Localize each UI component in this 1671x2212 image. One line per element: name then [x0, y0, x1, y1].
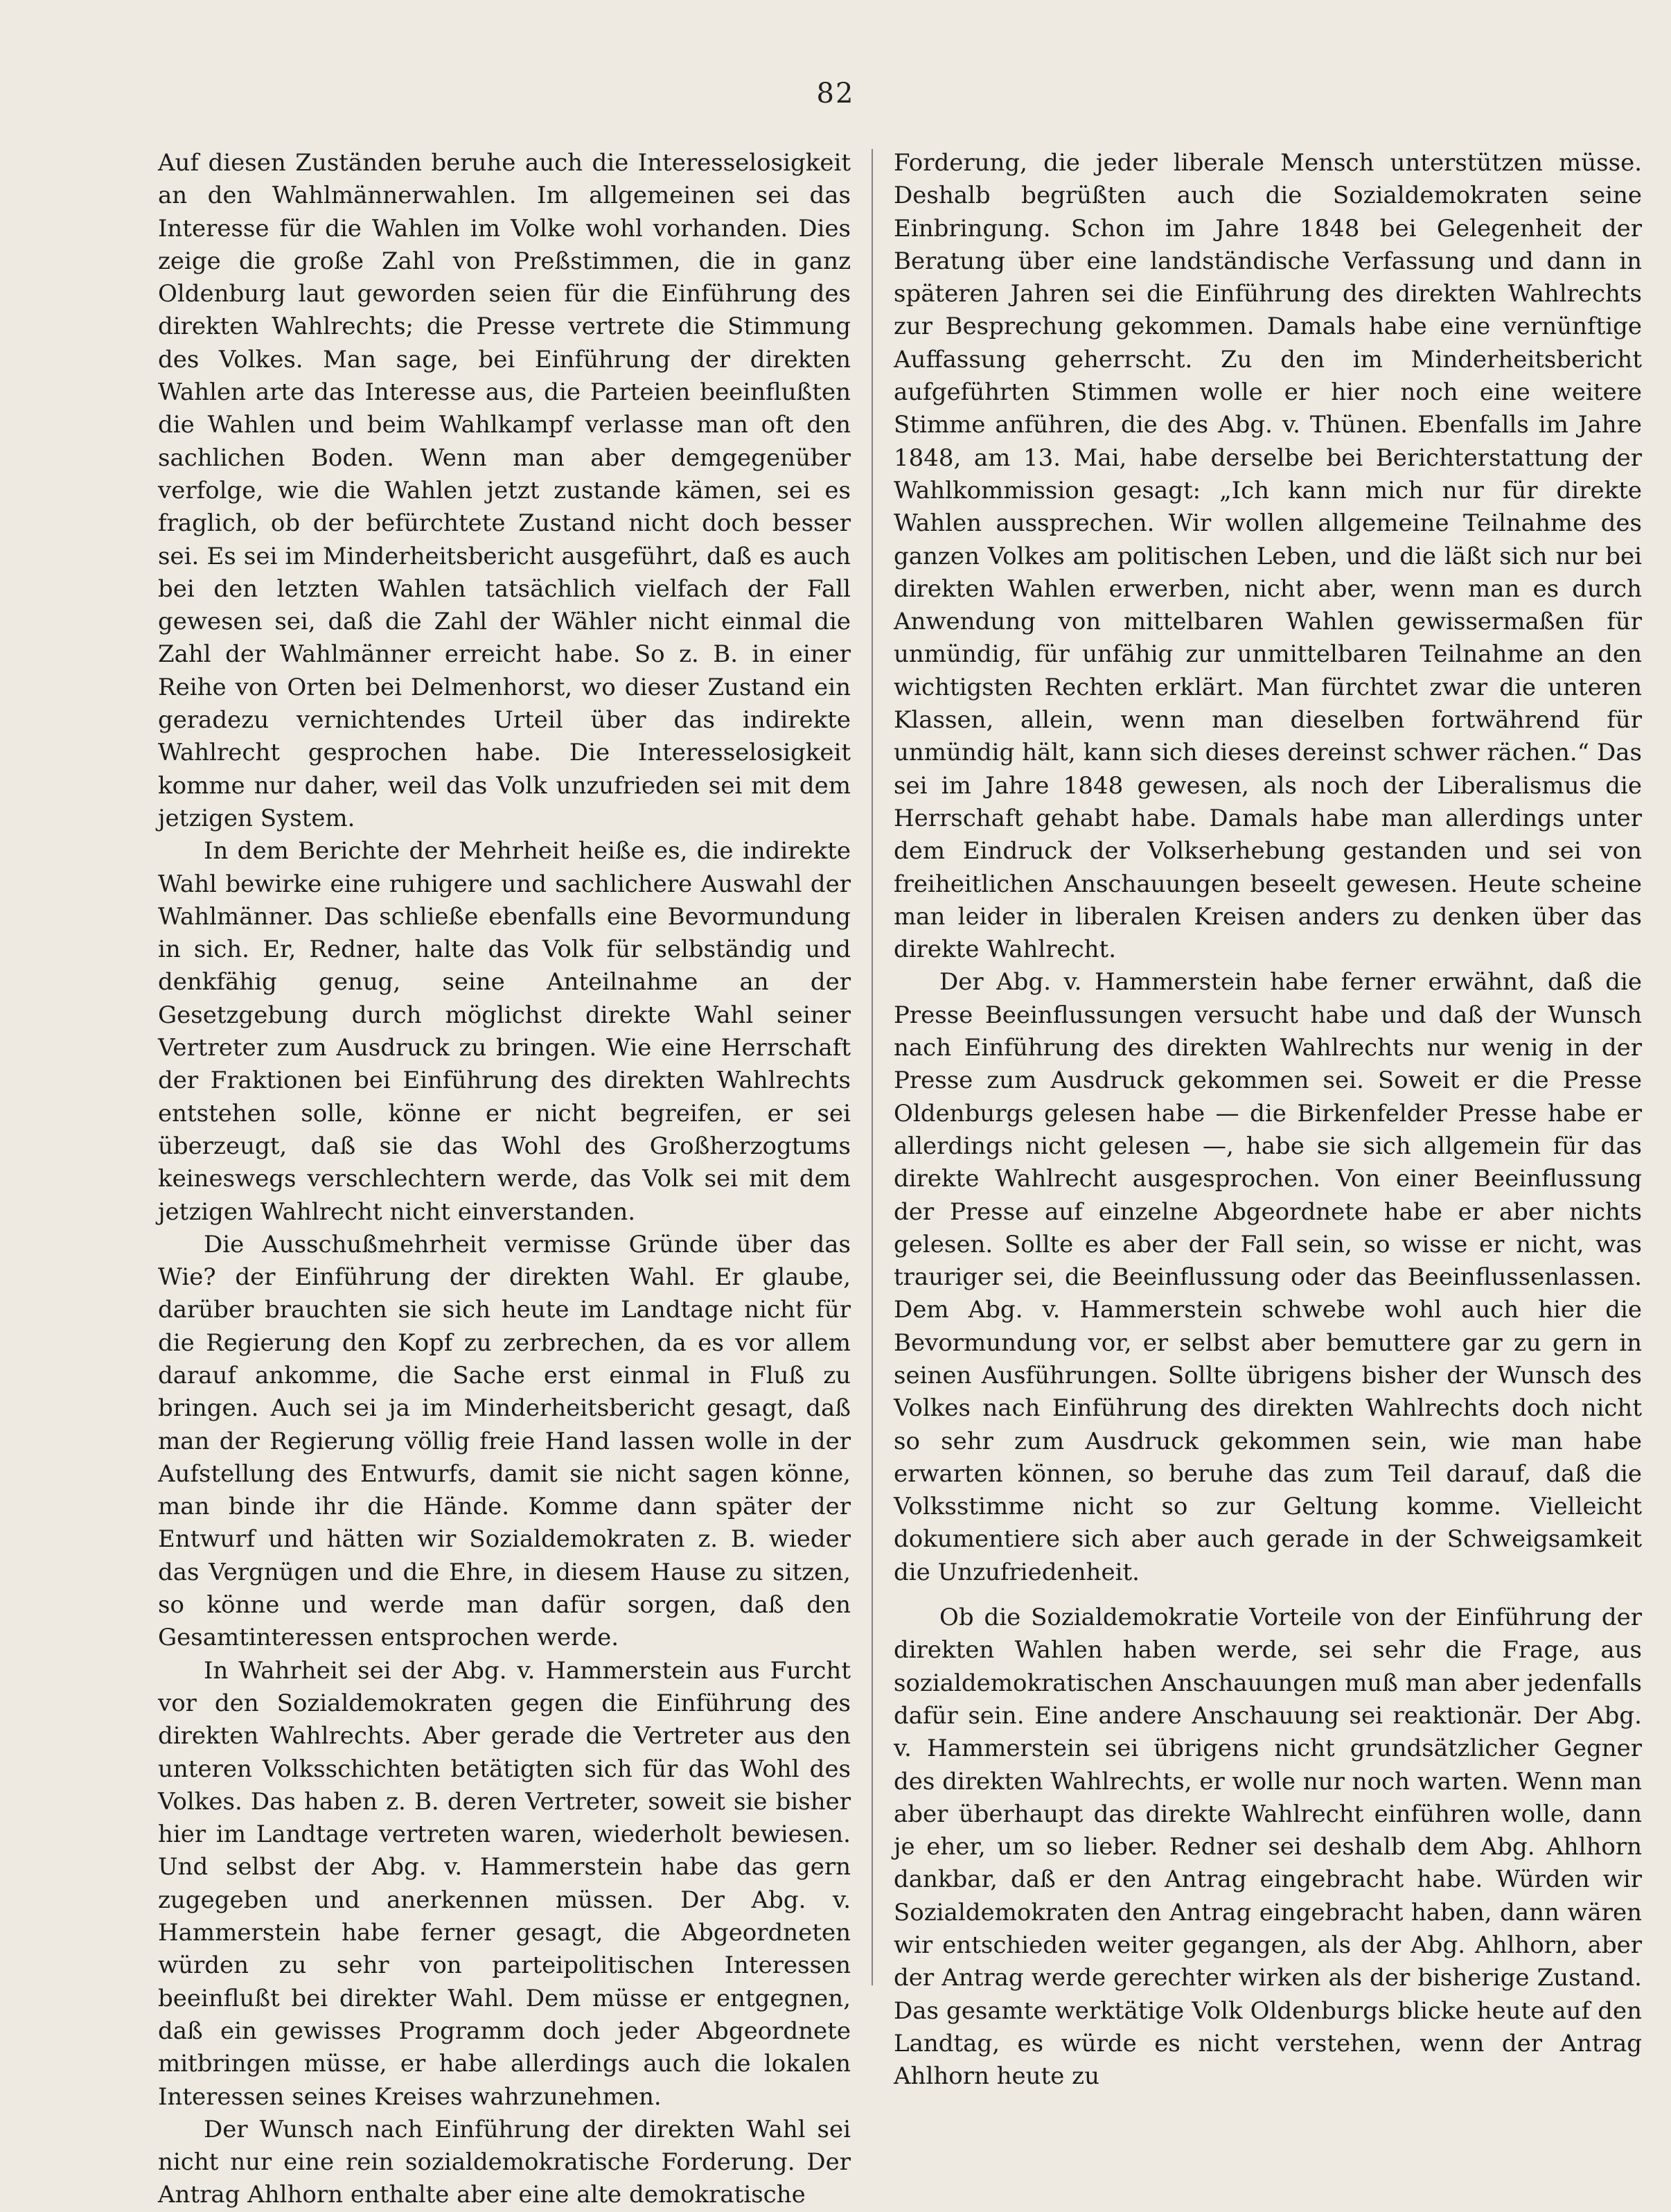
paragraph: In dem Berichte der Mehrheit heiße es, die indirekte Wahl bewirke eine ruhigere und sachlichere Auswahl der Wahlmänner. Das schließe ebenfalls eine Bevormundung in sich. Er, Redner, halte das Volk für selbständig und denkfähig genug, seine Anteilnahme an der Gesetzgebung durch möglichst direkte Wahl seiner Vertreter zum Ausdruck zu bringen. Wie eine Herrschaft der Fraktionen bei Einführung des direkten Wahlrechts entstehen solle, könne er nicht begreifen, er sei überzeugt, daß sie das Wohl des Großherzogtums keineswegs verschlechtern werde, das Volk sei mit dem jetzigen Wahlrecht nicht einverstanden.	[158, 837, 851, 1226]
paragraph: Ob die Sozialdemokratie Vorteile von der Einführung der direkten Wahlen haben werde, sei sehr die Frage, aus sozialdemokratischen Anschauungen muß man aber jedenfalls dafür sein. Eine andere Anschauung sei reaktionär. Der Abg. v. Hammerstein sei übrigens nicht grundsätzlicher Gegner des direkten Wahlrechts, er wolle nur noch warten. Wenn man aber überhaupt das direkte Wahlrecht einführen wolle, dann je eher, um so lieber. Redner sei deshalb dem Abg. Ahlhorn dankbar, daß er den Antrag eingebracht habe. Würden wir Sozialdemokraten den Antrag eingebracht haben, dann wären wir entschieden weiter gegangen, als der Abg. Ahlhorn, aber der Antrag werde gerechter wirken als der bisherige Zustand. Das gesamte werktätige Volk Oldenburgs blicke heute auf den Landtag, es würde es nicht verstehen, wenn der Antrag Ahlhorn heute zu	[894, 1604, 1642, 2091]
column-divider	[872, 149, 873, 1985]
paragraph: Der Abg. v. Hammerstein habe ferner erwähnt, daß die Presse Beeinflussungen versucht habe und daß der Wunsch nach Einführung des direkten Wahlrechts nur wenig in der Presse zum Ausdruck gekommen sei. Soweit er die Presse Oldenburgs gelesen habe — die Birkenfelder Presse habe er allerdings nicht gelesen —, habe sie sich allgemein für das direkte Wahlrecht ausgesprochen. Von einer Beeinflussung der Presse auf einzelne Abgeordnete habe er aber nichts gelesen. Sollte es aber der Fall sein, so wisse er nicht, was trauriger sei, die Beeinflussung oder das Beeinflussenlassen. Dem Abg. v. Hammerstein schwebe wohl auch hier die Bevormundung vor, er selbst aber bemuttere gar zu gern in seinen Ausführungen. Sollte übrigens bisher der Wunsch des Volkes nach Einführung des direkten Wahlrechts doch nicht so sehr zum Ausdruck gekommen sein, wie man habe erwarten können, so beruhe das zum Teil darauf, daß die Volksstimme nicht so zur Geltung komme. Vielleicht dokumentiere sich aber auch gerade in der Schweigsamkeit die Unzufriedenheit.	[894, 968, 1642, 1586]
paragraph: Auf diesen Zuständen beruhe auch die Interesselosigkeit an den Wahlmännerwahlen. Im allgemeinen sei das Interesse für die Wahlen im Volke wohl vorhanden. Dies zeige die große Zahl von Preßstimmen, die in ganz Oldenburg laut geworden seien für die Einführung des direkten Wahlrechts; die Presse vertrete die Stimmung des Volkes. Man sage, bei Einführung der direkten Wahlen arte das Interesse aus, die Parteien beeinflußten die Wahlen und beim Wahlkampf verlasse man oft den sachlichen Boden. Wenn man aber demgegenüber verfolge, wie die Wahlen jetzt zustande kämen, sei es fraglich, ob der befürchtete Zustand nicht doch besser sei. Es sei im Minderheitsbericht ausgeführt, daß es auch bei den letzten Wahlen tatsächlich vielfach der Fall gewesen sei, daß die Zahl der Wähler nicht einmal die Zahl der Wahlmänner erreicht habe. So z. B. in einer Reihe von Orten bei Delmenhorst, wo dieser Zustand ein geradezu vernichtendes Urteil über das indirekte Wahlrecht gesprochen habe. Die Interesselosigkeit komme nur daher, weil das Volk unzufrieden sei mit dem jetzigen System.	[158, 149, 851, 832]
paragraph: Die Ausschußmehrheit vermisse Gründe über das Wie? der Einführung der direkten Wahl. Er glaube, darüber brauchten sie sich heute im Landtage nicht für die Regierung den Kopf zu zerbrechen, da es vor allem darauf ankomme, die Sache erst einmal in Fluß zu bringen. Auch sei ja im Minderheitsbericht gesagt, daß man der Regierung völlig freie Hand lassen wolle in der Aufstellung des Entwurfs, damit sie nicht sagen könne, man binde ihr die Hände. Komme dann später der Entwurf und hätten wir Sozialdemokraten z. B. wieder das Vergnügen und die Ehre, in diesem Hause zu sitzen, so könne und werde man dafür sorgen, daß den Gesamtinteressen entsprochen werde.	[158, 1230, 851, 1652]
paragraph: In Wahrheit sei der Abg. v. Hammerstein aus Furcht vor den Sozialdemokraten gegen die Einführung des direkten Wahlrechts. Aber gerade die Vertreter aus den unteren Volksschichten betätigten sich für das Wohl des Volkes. Das haben z. B. deren Vertreter, soweit sie bisher hier im Landtage vertreten waren, wiederholt bewiesen. Und selbst der Abg. v. Hammerstein habe das gern zugegeben und anerkennen müssen. Der Abg. v. Hammerstein habe ferner gesagt, die Abgeordneten würden zu sehr von parteipolitischen Interessen beeinflußt bei direkter Wahl. Dem müsse er entgegnen, daß ein gewisses Programm doch jeder Abgeordnete mitbringen müsse, er habe allerdings auch die lokalen Interessen seines Kreises wahrzunehmen.	[158, 1656, 851, 2111]
page-number: 82	[816, 78, 855, 109]
paragraph: Forderung, die jeder liberale Mensch unterstützen müsse. Deshalb begrüßten auch die Sozialdemokraten seine Einbringung. Schon im Jahre 1848 bei Gelegenheit der Beratung über eine landständische Verfassung und dann in späteren Jahren sei die Einführung des direkten Wahlrechts zur Besprechung gekommen. Damals habe eine vernünftige Auffassung geherrscht. Zu den im Minderheitsbericht aufgeführten Stimmen wolle er hier noch eine weitere Stimme anführen, die des Abg. v. Thünen. Ebenfalls im Jahre 1848, am 13. Mai, habe derselbe bei Berichterstattung der Wahlkommission gesagt: „Ich kann mich nur für direkte Wahlen aussprechen. Wir wollen allgemeine Teilnahme des ganzen Volkes am politischen Leben, und die läßt sich nur bei direkten Wahlen erwerben, nicht aber, wenn man es durch Anwendung von mittelbaren Wahlen gewissermaßen für unmündig, für unfähig zur unmittelbaren Teilnahme an den wichtigsten Rechten erklärt. Man fürchtet zwar die unteren Klassen, allein, wenn man dieselben fortwährend für unmündig hält, kann sich dieses dereinst schwer rächen.“ Das sei im Jahre 1848 gewesen, als noch der Liberalismus die Herrschaft gehabt habe. Damals habe man allerdings unter dem Eindruck der Volkserhebung gestanden und sei von freiheitlichen Anschauungen beseelt gewesen. Heute scheine man leider in liberalen Kreisen anders zu denken über das direkte Wahlrecht.	[894, 149, 1642, 964]
paragraph: Der Wunsch nach Einführung der direkten Wahl sei nicht nur eine rein sozialdemokratische Forderung. Der Antrag Ahlhorn enthalte aber eine alte demokratische	[158, 2115, 851, 2209]
right-column	[894, 147, 1642, 2091]
left-column	[158, 147, 851, 2209]
